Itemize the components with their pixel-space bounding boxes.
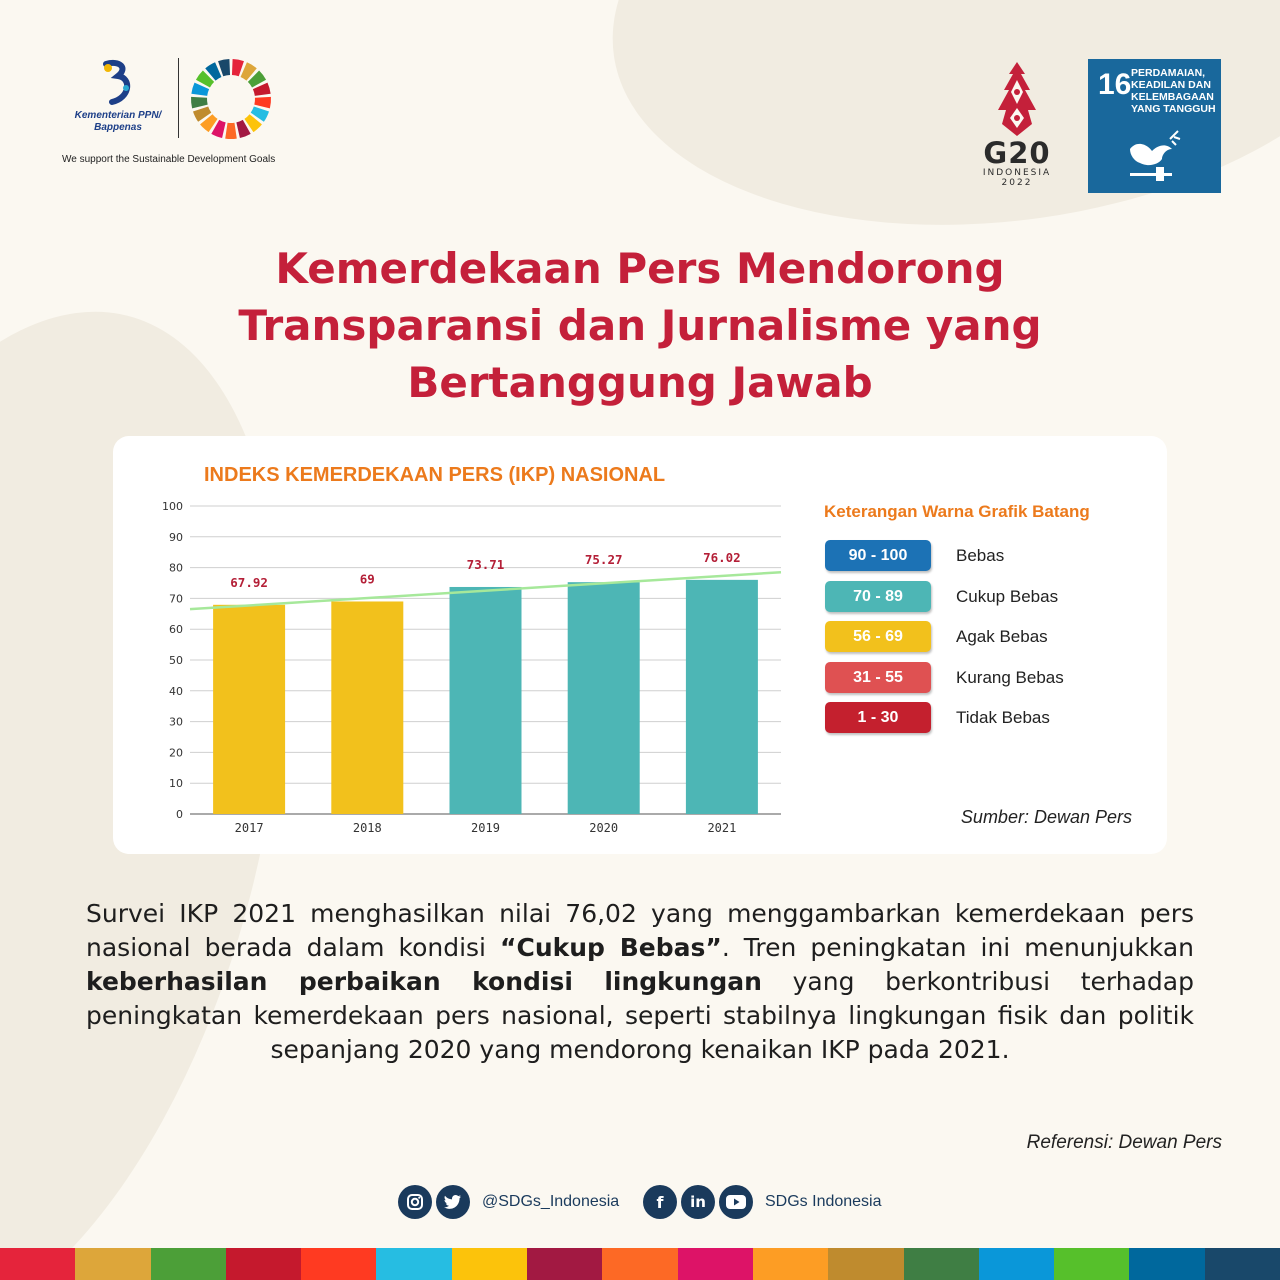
color-bar-segment xyxy=(904,1248,979,1280)
legend-range-badge: 70 - 89 xyxy=(825,581,931,612)
color-bar-segment xyxy=(151,1248,226,1280)
data-label: 76.02 xyxy=(703,549,741,565)
description-paragraph xyxy=(86,897,1194,1067)
youtube-icon[interactable] xyxy=(719,1185,753,1219)
instagram-icon[interactable] xyxy=(398,1185,432,1219)
paragraph-text: . Tren peningkatan ini menunjukkan xyxy=(721,933,1195,962)
data-label: 67.92 xyxy=(230,574,268,590)
color-bar-segment xyxy=(527,1248,602,1280)
legend-label: Agak Bebas xyxy=(956,627,1048,646)
g20-emblem-icon xyxy=(992,60,1042,138)
color-bar-segment xyxy=(376,1248,451,1280)
y-tick-label: 10 xyxy=(169,777,183,791)
g20-country: INDONESIA xyxy=(982,168,1052,178)
legend-label: Tidak Bebas xyxy=(956,708,1050,727)
dove-gavel-icon xyxy=(1122,129,1188,185)
bar xyxy=(213,605,285,814)
goal-number: 16 xyxy=(1098,68,1132,101)
paragraph-text: yang berkontribusi terhadap peningkatan kemerdekaan pers nasional, seperti stabilnya lingkungan fisik dan politik sepanjang 2020 yang mendorong kenaikan IKP pada 2021. xyxy=(86,967,1194,1064)
legend-range-badge: 90 - 100 xyxy=(825,540,931,571)
color-bar-segment xyxy=(75,1248,150,1280)
y-tick-label: 60 xyxy=(169,623,183,637)
y-tick-label: 80 xyxy=(169,561,183,575)
x-tick-label: 2017 xyxy=(234,821,264,835)
legend-range-badge: 31 - 55 xyxy=(825,662,931,693)
x-tick-label: 2021 xyxy=(707,821,737,835)
bar xyxy=(450,587,522,814)
g20-year: 2022 xyxy=(1001,178,1033,188)
legend-label: Bebas xyxy=(956,546,1005,565)
paragraph-emphasis: “Cukup Bebas” xyxy=(500,933,722,962)
sdg-wheel-segment xyxy=(254,97,271,108)
color-bar-segment xyxy=(452,1248,527,1280)
paragraph-emphasis: keberhasilan perbaikan kondisi lingkungan xyxy=(86,967,762,996)
sdg-color-bar xyxy=(0,1248,1280,1280)
x-tick-label: 2018 xyxy=(352,821,382,835)
bar xyxy=(331,601,403,814)
bar xyxy=(568,582,640,814)
y-tick-label: 50 xyxy=(169,654,183,667)
page-title: Kemerdekaan Pers Mendorong Transparansi dan Jurnalisme yang Bertanggung Jawab xyxy=(238,244,1042,407)
ministry-name: Kementerian PPN/ Bappenas xyxy=(74,110,162,133)
g20-logo xyxy=(972,60,1062,195)
data-label: 75.27 xyxy=(584,552,623,568)
social-page-name[interactable]: SDGs Indonesia xyxy=(765,1193,882,1210)
social-handle[interactable]: @SDGs_Indonesia xyxy=(482,1193,620,1210)
facebook-icon[interactable]: f xyxy=(643,1185,677,1219)
color-bar-segment xyxy=(1205,1248,1280,1280)
y-tick-label: 40 xyxy=(169,684,183,698)
color-bar-segment xyxy=(602,1248,677,1280)
social-handle-group xyxy=(398,1184,619,1220)
sdg-wheel-segment xyxy=(225,123,237,139)
sdg-wheel-segment xyxy=(191,97,208,108)
legend-range-badge: 56 - 69 xyxy=(825,621,931,652)
legend-label: Kurang Bebas xyxy=(956,667,1064,687)
color-bar-segment xyxy=(753,1248,828,1280)
legend-label: Cukup Bebas xyxy=(956,586,1059,606)
data-label: 69 xyxy=(359,571,375,587)
color-bar-segment xyxy=(678,1248,753,1280)
chart-title: INDEKS KEMERDEKAAN PERS (IKP) NASIONAL xyxy=(204,464,666,486)
y-tick-label: 100 xyxy=(162,500,183,513)
twitter-icon[interactable] xyxy=(436,1185,470,1219)
bar-chart xyxy=(113,436,813,854)
y-tick-label: 30 xyxy=(169,715,183,729)
social-page-group xyxy=(643,1184,882,1220)
x-tick-label: 2020 xyxy=(589,821,619,835)
color-bar-segment xyxy=(828,1248,903,1280)
sdg-goal-16-badge xyxy=(1088,59,1221,193)
paragraph-text: Survei IKP 2021 menghasilkan nilai 76,02 yang menggambarkan kemerdekaan pers nasional berada dalam kondisi xyxy=(86,899,1194,962)
color-bar-segment xyxy=(1054,1248,1129,1280)
color-bar-segment xyxy=(0,1248,75,1280)
legend-title: Keterangan Warna Grafik Batang xyxy=(824,502,1090,521)
reference-text: Referensi: Dewan Pers xyxy=(1026,1132,1222,1153)
bappenas-logo-block xyxy=(58,58,298,168)
chart-card xyxy=(113,436,1167,854)
y-tick-label: 70 xyxy=(169,592,183,606)
divider xyxy=(178,58,179,138)
color-bar-segment xyxy=(1129,1248,1204,1280)
x-tick-label: 2019 xyxy=(471,821,500,835)
y-tick-label: 0 xyxy=(176,808,183,821)
legend-range-badge: 1 - 30 xyxy=(825,702,931,733)
sdg-wheel-icon xyxy=(190,58,272,140)
bappenas-logo-icon xyxy=(98,58,138,108)
color-bar-segment xyxy=(979,1248,1054,1280)
y-tick-label: 90 xyxy=(169,530,183,544)
y-tick-label: 20 xyxy=(169,746,183,760)
data-label: 73.71 xyxy=(466,556,505,572)
color-bar-segment xyxy=(301,1248,376,1280)
bar xyxy=(686,580,758,814)
g20-title: G20 xyxy=(983,136,1051,170)
linkedin-icon[interactable]: in xyxy=(681,1185,715,1219)
sdg-tagline: We support the Sustainable Development Goals xyxy=(62,154,276,165)
goal-label: PERDAMAIAN, KEADILAN DAN KELEMBAGAAN YANG TANGGUH xyxy=(1131,67,1216,115)
chart-source: Sumber: Dewan Pers xyxy=(960,807,1132,827)
color-bar-segment xyxy=(226,1248,301,1280)
